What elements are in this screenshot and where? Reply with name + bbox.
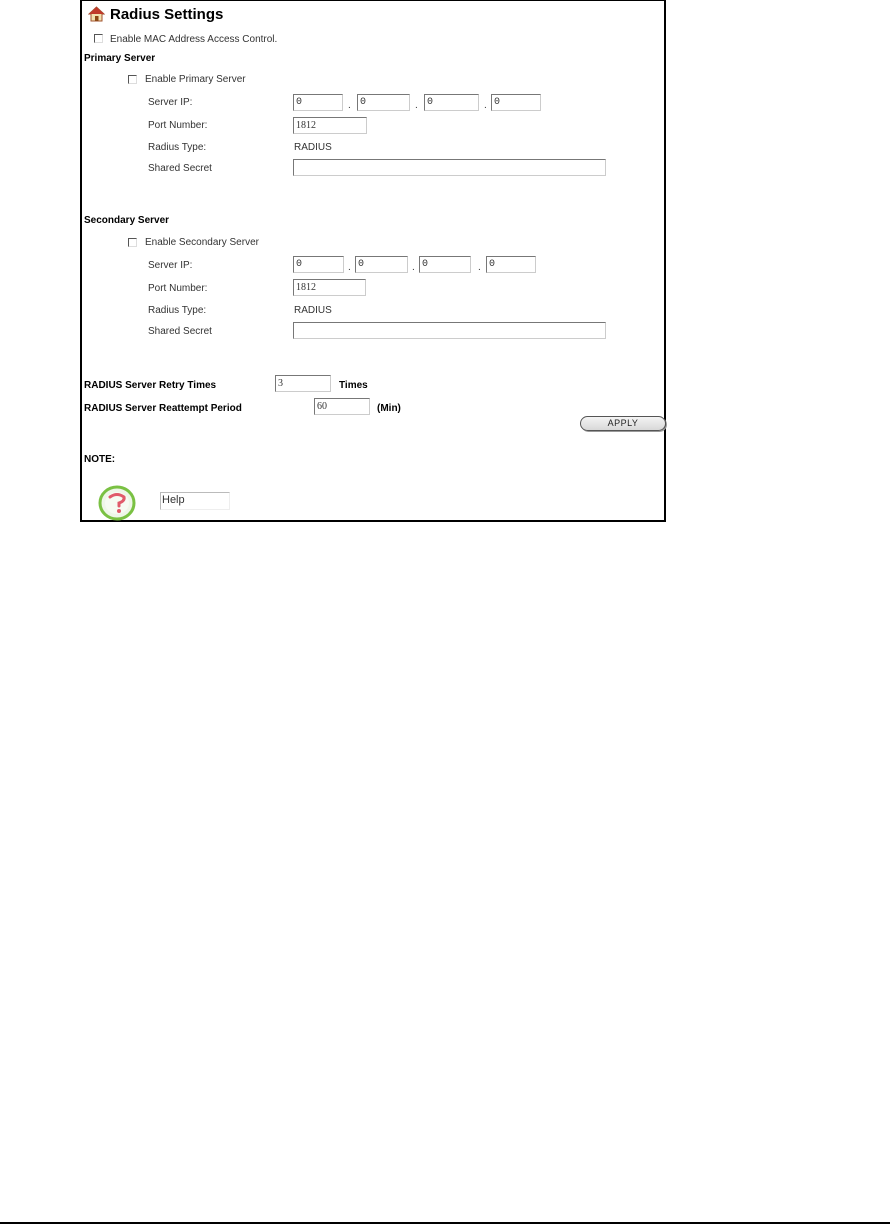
enable-secondary-server-label: Enable Secondary Server xyxy=(145,237,259,248)
secondary-ip-octet-1[interactable]: 0 xyxy=(293,256,344,273)
secondary-ip-octet-2[interactable]: 0 xyxy=(355,256,408,273)
secondary-radius-type-label: Radius Type: xyxy=(148,305,207,316)
primary-ip-octet-3[interactable]: 0 xyxy=(424,94,479,111)
primary-ip-octet-4[interactable]: 0 xyxy=(491,94,541,111)
secondary-shared-secret-input[interactable] xyxy=(293,322,606,339)
primary-server-heading: Primary Server xyxy=(84,53,156,64)
secondary-ip-octet-4[interactable]: 0 xyxy=(486,256,536,273)
primary-ip-octet-1[interactable]: 0 xyxy=(293,94,343,111)
mac-access-control-label: Enable MAC Address Access Control. xyxy=(110,34,278,45)
retry-times-input[interactable]: 3 xyxy=(275,375,331,392)
mac-access-control-checkbox[interactable] xyxy=(94,34,103,43)
primary-radius-type-value: RADIUS xyxy=(294,142,332,153)
primary-ip-octet-2[interactable]: 0 xyxy=(357,94,410,111)
retry-times-label: RADIUS Server Retry Times xyxy=(84,380,217,391)
primary-shared-secret-input[interactable] xyxy=(293,159,606,176)
ip-separator: . xyxy=(478,262,481,273)
home-icon xyxy=(88,6,105,23)
radius-settings-panel xyxy=(80,0,666,522)
secondary-port-label: Port Number: xyxy=(148,283,208,294)
retry-times-unit: Times xyxy=(339,380,368,391)
primary-server-ip-label: Server IP: xyxy=(148,97,193,108)
reattempt-period-unit: (Min) xyxy=(377,403,401,414)
secondary-server-heading: Secondary Server xyxy=(84,215,170,226)
secondary-port-input[interactable]: 1812 xyxy=(293,279,366,296)
secondary-server-ip-label: Server IP: xyxy=(148,260,193,271)
ip-separator: . xyxy=(348,100,351,111)
ip-separator: . xyxy=(484,100,487,111)
ip-separator: . xyxy=(348,262,351,273)
primary-port-input[interactable]: 1812 xyxy=(293,117,367,134)
enable-secondary-server-checkbox[interactable] xyxy=(128,238,137,247)
secondary-ip-octet-3[interactable]: 0 xyxy=(419,256,471,273)
enable-primary-server-checkbox[interactable] xyxy=(128,75,137,84)
secondary-radius-type-value: RADIUS xyxy=(294,305,332,316)
primary-port-label: Port Number: xyxy=(148,120,208,131)
apply-button[interactable]: APPLY xyxy=(580,416,666,431)
help-icon[interactable] xyxy=(98,485,136,521)
reattempt-period-label: RADIUS Server Reattempt Period xyxy=(84,403,242,414)
page-title: Radius Settings xyxy=(110,6,224,23)
primary-shared-secret-label: Shared Secret xyxy=(148,163,212,174)
ip-separator: . xyxy=(415,100,418,111)
enable-primary-server-label: Enable Primary Server xyxy=(145,74,246,85)
help-label: Help xyxy=(162,494,185,506)
secondary-shared-secret-label: Shared Secret xyxy=(148,326,212,337)
note-label: NOTE: xyxy=(84,454,116,465)
page-bottom-rule xyxy=(0,1222,890,1224)
reattempt-period-input[interactable]: 60 xyxy=(314,398,370,415)
primary-radius-type-label: Radius Type: xyxy=(148,142,207,153)
ip-separator: . xyxy=(412,262,415,273)
